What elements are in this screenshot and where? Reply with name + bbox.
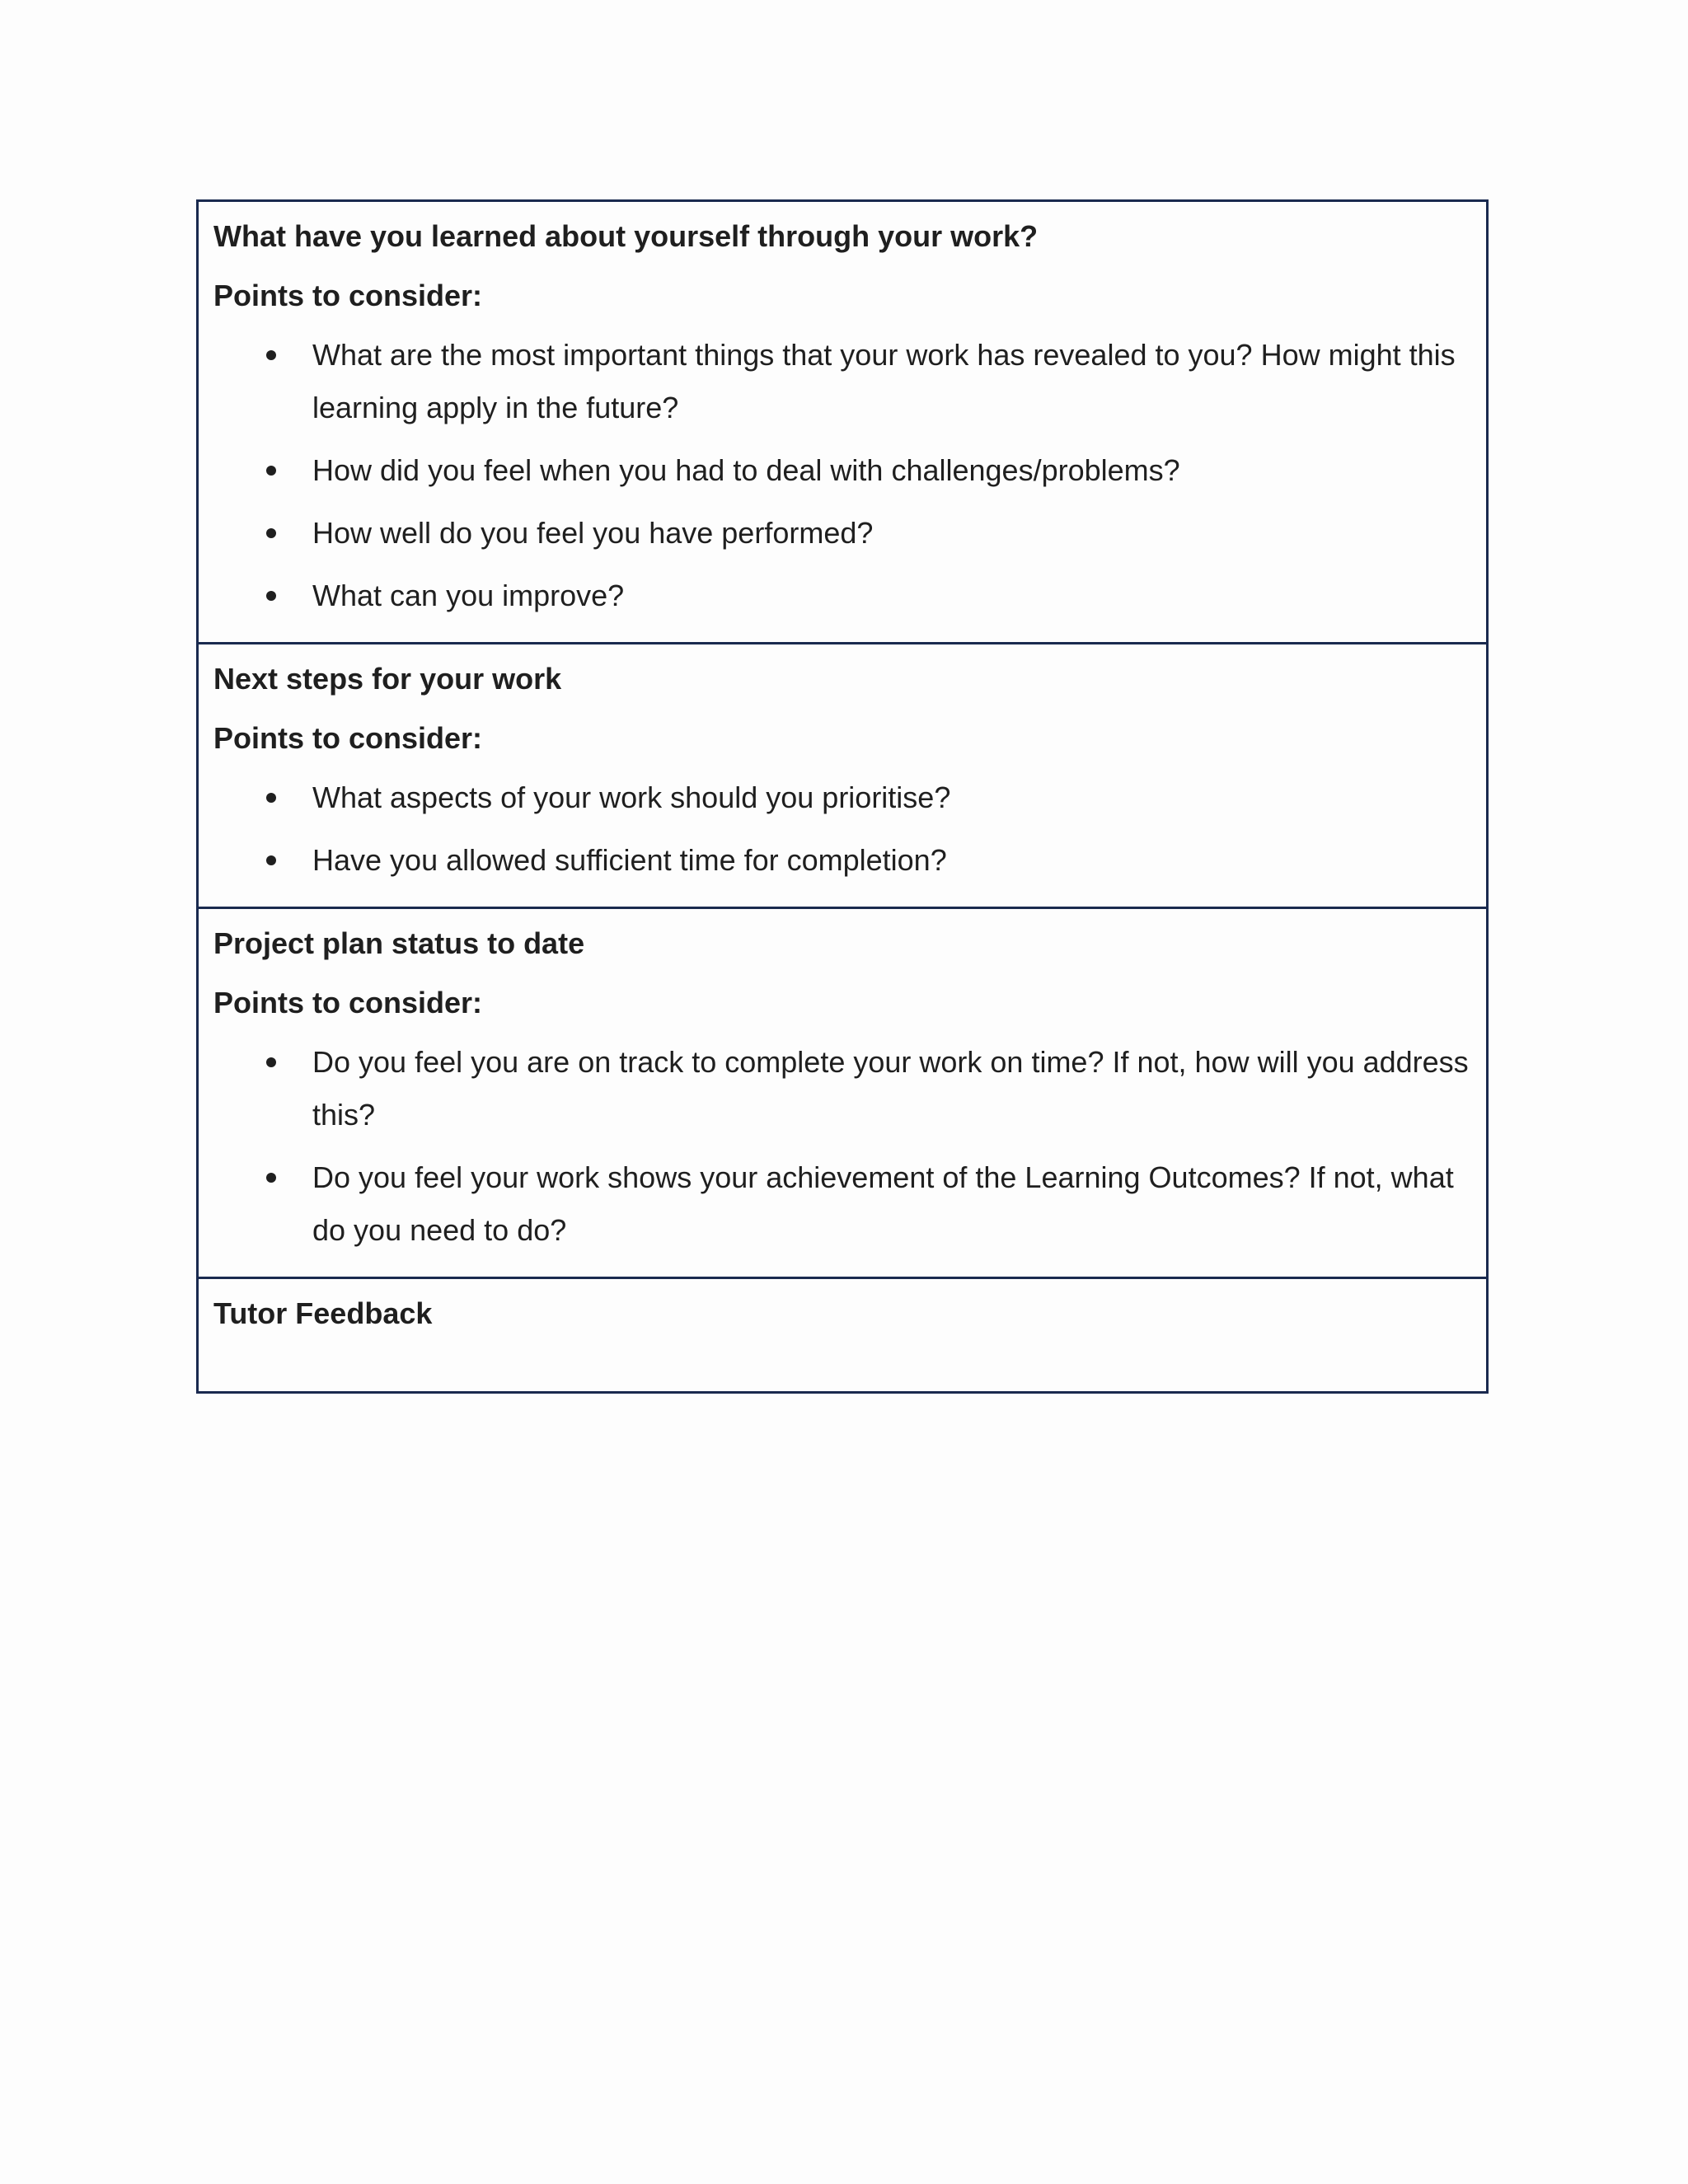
bullet-icon <box>266 350 276 360</box>
section-title: What have you learned about yourself through your work? <box>213 219 1039 253</box>
bullet-icon <box>266 1173 276 1183</box>
section-tutor-feedback[interactable] <box>199 1279 1486 1391</box>
bullet-icon <box>266 466 276 476</box>
bullet-icon <box>266 1057 276 1067</box>
section-title: Tutor Feedback <box>213 1296 433 1330</box>
section-next-steps <box>199 644 1486 909</box>
list-item <box>213 444 1486 497</box>
list-item-text: Do you feel your work shows your achievement of the Learning Outcomes? If not, what do you need to do? <box>312 1160 1454 1247</box>
section-learned-about-yourself <box>199 202 1486 644</box>
bullet-icon <box>266 528 276 538</box>
list-item <box>213 1036 1486 1141</box>
list-item-text: What can you improve? <box>312 579 625 612</box>
bullet-icon <box>266 855 276 865</box>
section-title: Next steps for your work <box>213 662 562 696</box>
list-item <box>213 329 1486 434</box>
list-item-text: Do you feel you are on track to complete your work on time? If not, how will you address this? <box>312 1045 1469 1132</box>
bullet-list <box>213 329 1486 622</box>
points-to-consider-label: Points to consider: <box>213 279 483 312</box>
points-to-consider-label: Points to consider: <box>213 721 483 755</box>
bullet-icon <box>266 793 276 803</box>
list-item <box>213 569 1486 622</box>
bullet-list <box>213 771 1486 887</box>
list-item <box>213 1151 1486 1257</box>
section-title: Project plan status to date <box>213 926 585 960</box>
list-item <box>213 834 1486 887</box>
list-item-text: How did you feel when you had to deal with challenges/problems? <box>312 453 1180 487</box>
list-item-text: What aspects of your work should you prioritise? <box>312 780 951 814</box>
list-item <box>213 507 1486 560</box>
points-to-consider-label: Points to consider: <box>213 986 483 1019</box>
list-item-text: How well do you feel you have performed? <box>312 516 874 550</box>
list-item <box>213 771 1486 824</box>
list-item-text: What are the most important things that your work has revealed to you? How might this learning apply in the future? <box>312 338 1456 424</box>
bullet-icon <box>266 591 276 601</box>
bullet-list <box>213 1036 1486 1257</box>
list-item-text: Have you allowed sufficient time for completion? <box>312 843 947 877</box>
reflection-table <box>196 199 1489 1394</box>
section-project-plan-status <box>199 909 1486 1279</box>
